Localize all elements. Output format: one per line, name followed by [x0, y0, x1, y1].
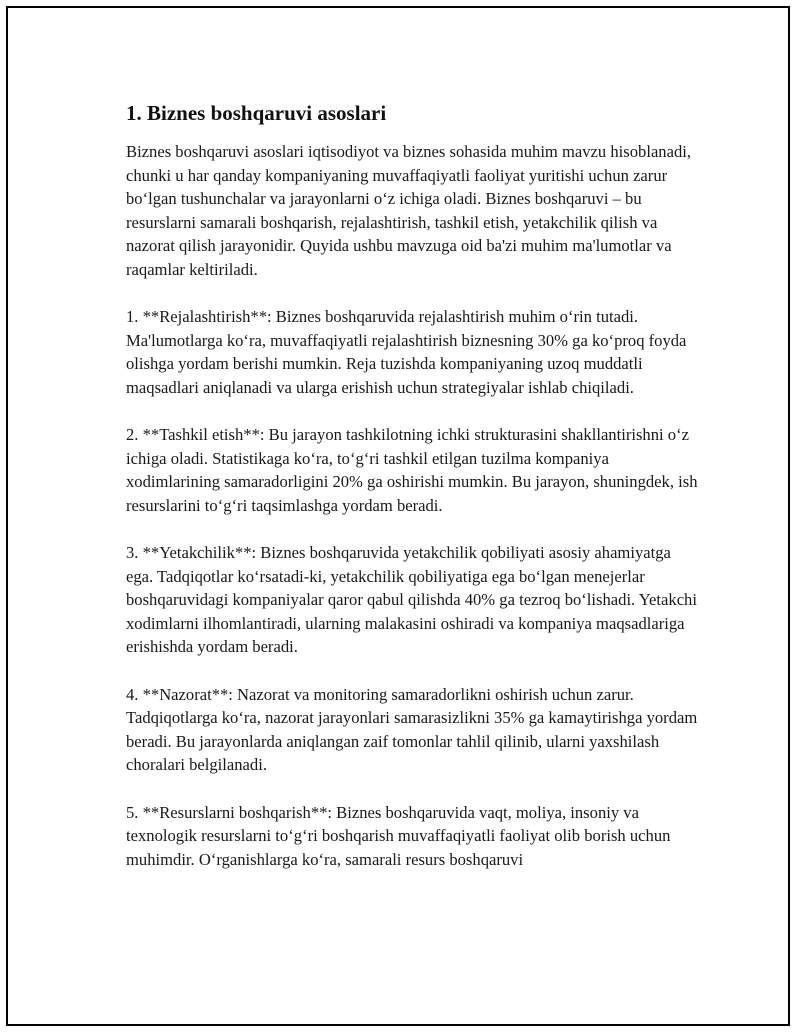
- paragraph-leadership: 3. **Yetakchilik**: Biznes boshqaruvida yetakchilik qobiliyati asosiy ahamiyatga ega. Tadqiqotlar ko‘rsatadi-ki, yetakchilik qobiliyatiga ega bo‘lgan menejerlar boshqaruvidagi kompaniyalar qaror qabul qilishda 40% ga tezroq bo‘lishadi. Yetakchi xodimlarni ilhomlantiradi, ularning malakasini oshiradi va kompaniya maqsadlariga erishishda yordam beradi.: [126, 543, 697, 657]
- section-heading: 1. Biznes boshqaruvi asoslari: [126, 101, 387, 125]
- paragraph-resources: 5. **Resurslarni boshqarish**: Biznes boshqaruvida vaqt, moliya, insoniy va texnologik resurslarni to‘g‘ri boshqarish muvaffaqiyatli faoliyat olib borish uchun muhimdir. O‘rganishlarga ko‘ra, samarali resurs boshqaruvi: [126, 802, 671, 869]
- page-frame: [6, 6, 790, 1026]
- document-body: [126, 100, 698, 871]
- paragraph-intro: Biznes boshqaruvi asoslari iqtisodiyot va biznes sohasida muhim mavzu hisoblanadi, chunki u har qanday kompaniyaning muvaffaqiyatli faoliyat yuritishi uchun zarur bo‘lgan tushunchalar va jarayonlarni o‘z ichiga oladi. Biznes boshqaruvi – bu resurslarni samarali boshqarish, rejalashtirish, tashkil etish, yetakchilik qilish va nazorat qilish jarayonidir. Quyida ushbu mavzuga oid ba'zi muhim ma'lumotlar va raqamlar keltiriladi.: [126, 142, 692, 279]
- paragraph-planning: 1. **Rejalashtirish**: Biznes boshqaruvida rejalashtirish muhim o‘rin tutadi. Ma'lumotlarga ko‘ra, muvaffaqiyatli rejalashtirish biznesning 30% ga ko‘proq foyda olishga yordam berishi mumkin. Reja tuzishda kompaniyaning uzoq muddatli maqsadlari aniqlanadi va ularga erishish uchun strategiyalar ishlab chiqiladi.: [126, 307, 687, 397]
- paragraph-control: 4. **Nazorat**: Nazorat va monitoring samaradorlikni oshirish uchun zarur. Tadqiqotlarga ko‘ra, nazorat jarayonlari samarasizlikni 35% ga kamaytirishga yordam beradi. Bu jarayonlarda aniqlangan zaif tomonlar tahlil qilinib, ularni yaxshilash choralari belgilanadi.: [126, 684, 698, 775]
- paragraph-organizing: 2. **Tashkil etish**: Bu jarayon tashkilotning ichki strukturasini shakllantirishni o‘z ichiga oladi. Statistikaga ko‘ra, to‘g‘ri tashkil etilgan tuzilma kompaniya xodimlarining samaradorligini 20% ga oshirishi mumkin. Bu jarayon, shuningdek, ish resurslarini to‘g‘ri taqsimlashga yordam beradi.: [126, 425, 698, 515]
